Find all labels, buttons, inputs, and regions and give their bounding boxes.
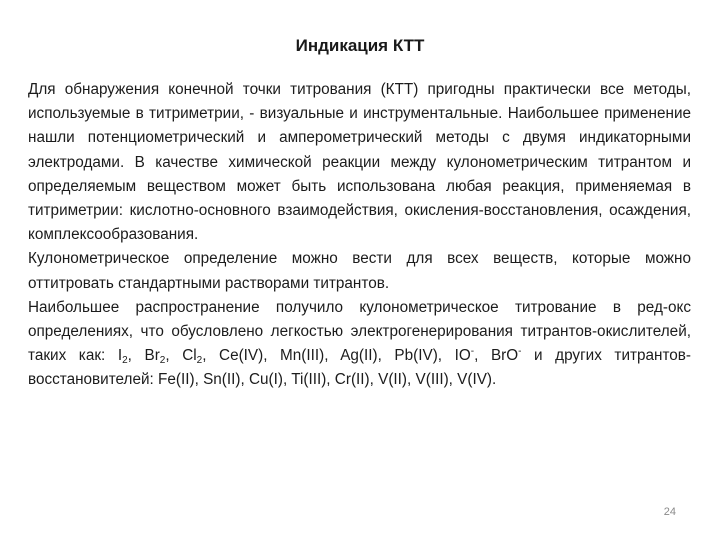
iodine-subscript: 2: [122, 355, 128, 367]
bromine-subscript: 2: [159, 355, 166, 367]
chlorine-symbol: Cl: [182, 347, 197, 365]
paragraph-redox-titrants: [28, 296, 691, 393]
separator-2: ,: [165, 347, 183, 365]
page-number: 24: [663, 506, 676, 518]
separator-3: ,: [474, 347, 491, 365]
iodate-superscript: -: [470, 346, 475, 358]
separator-1: ,: [127, 347, 145, 365]
bromate-symbol: BrO: [490, 347, 519, 365]
paragraph-detection-methods: Для обнаружения конечной точки титрования (КТТ) пригодны практически все методы, используемые в титриметрии, - визуальные и инструментальные. Наибольшее применение нашли потенциометрический и амперометрический методы с двумя индикаторными электродами. В качестве химической реакции между кулонометрическим титрантом и определяемым веществом может быть использована любая реакция, применяемая в титриметрии: кислотно-основного взаимодействия, окисления-восстановления, осаждения, комплексообразования.: [28, 81, 691, 244]
slide-body: [28, 78, 691, 393]
chlorine-subscript: 2: [196, 355, 203, 367]
oxidizers-list: , Ce(IV), Mn(III), Ag(II), Pb(IV), IO: [202, 347, 471, 365]
bromine-symbol: Br: [144, 347, 160, 365]
iodine-symbol: I: [117, 347, 123, 365]
redox-text-start: Наибольшее распространение получило кулонометрическое титрование в ред-окс определениях, что обусловлено легкостью электрогенерирования титрантов-окислителей, таких как:: [28, 298, 691, 365]
reducers-list: и других титрантов-восстановителей: Fe(II), Sn(II), Cu(I), Ti(III), Cr(II), V(II), V(III), V(IV).: [28, 347, 692, 389]
paragraph-substances: Кулонометрическое определение можно вести для всех веществ, которые можно оттитровать стандартными растворами титрантов.: [28, 250, 691, 292]
bromate-superscript: -: [518, 346, 522, 358]
slide-title: Индикация КТТ: [295, 36, 425, 55]
